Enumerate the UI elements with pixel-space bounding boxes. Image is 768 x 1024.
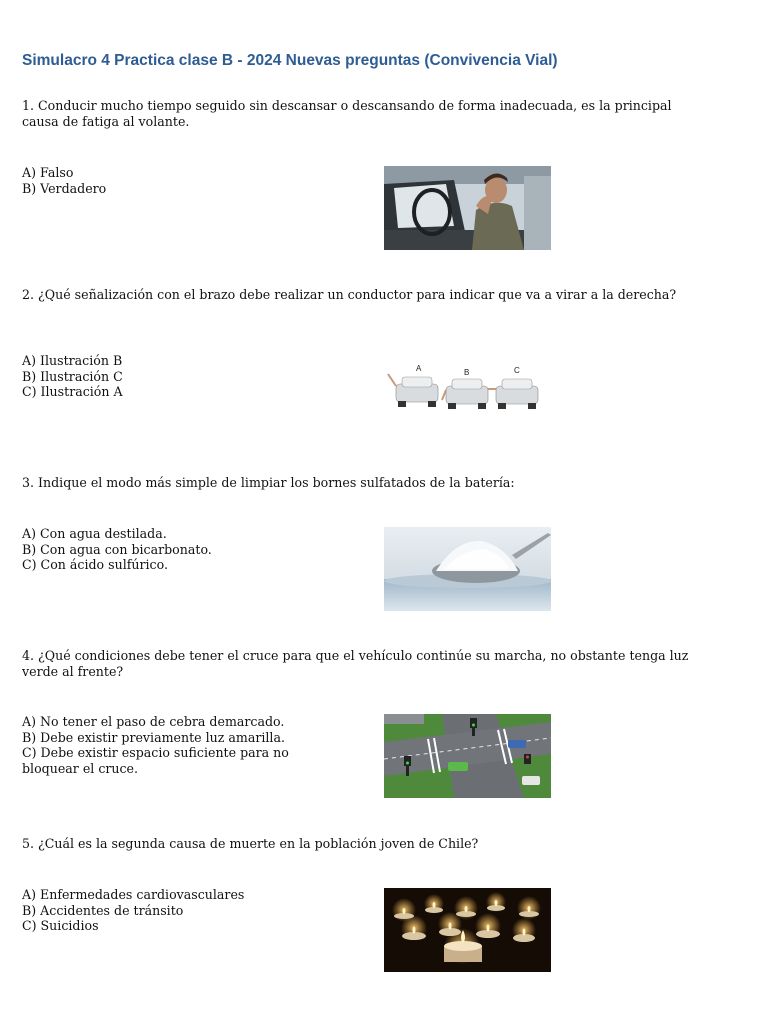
question-1-text: 1. Conducir mucho tiempo seguido sin descansar o descansando de forma inadecuada, es la principal causa de fatiga al volante. <box>22 98 672 129</box>
arm-signal-label-b: B <box>464 368 470 377</box>
question-5-option-a: A) Enfermedades cardiovasculares <box>22 887 245 902</box>
question-2-text: 2. ¿Qué señalización con el brazo debe realizar un conductor para indicar que va a virar a la derecha? <box>22 287 677 302</box>
question-3-option-b: B) Con agua con bicarbonato. <box>22 541 212 557</box>
question-2-option-c: C) Ilustración A <box>22 384 123 399</box>
question-4-option-c: C) Debe existir espacio suficiente para no bloquear el cruce. <box>22 745 289 776</box>
question-3-options <box>22 526 212 573</box>
question-4-option-a: A) No tener el paso de cebra demarcado. <box>22 714 285 729</box>
question-2-option-b: B) Ilustración C <box>22 368 123 384</box>
question-4-text: 4. ¿Qué condiciones debe tener el cruce para que el vehículo continúe su marcha, no obstante tenga luz verde al frente? <box>22 648 689 679</box>
tired-driver-image <box>384 166 551 250</box>
question-1-options <box>22 165 106 196</box>
question-4-options <box>22 714 342 776</box>
question-5-text: 5. ¿Cuál es la segunda causa de muerte en la población joven de Chile? <box>22 836 479 851</box>
question-4-option-b: B) Debe existir previamente luz amarilla. <box>22 729 285 745</box>
document-title: Simulacro 4 Practica clase B - 2024 Nuevas preguntas (Convivencia Vial) <box>22 52 558 69</box>
question-3-option-c: C) Con ácido sulfúrico. <box>22 557 168 572</box>
question-2-options <box>22 353 123 400</box>
candles-image <box>384 888 551 972</box>
arm-signal-label-a: A <box>416 364 422 373</box>
question-3-text: 3. Indique el modo más simple de limpiar los bornes sulfatados de la batería: <box>22 475 515 490</box>
question-5-option-b: B) Accidentes de tránsito <box>22 902 184 918</box>
question-1-option-b: B) Verdadero <box>22 180 107 196</box>
question-1-option-a: A) Falso <box>22 165 74 180</box>
question-5-option-c: C) Suicidios <box>22 918 99 933</box>
arm-signals-image <box>384 362 550 412</box>
baking-soda-spoon-image <box>384 527 551 611</box>
question-3-option-a: A) Con agua destilada. <box>22 526 167 541</box>
intersection-image <box>384 714 551 798</box>
question-2-option-a: A) Ilustración B <box>22 353 123 368</box>
question-5-options <box>22 887 244 934</box>
arm-signal-label-c: C <box>514 366 520 375</box>
